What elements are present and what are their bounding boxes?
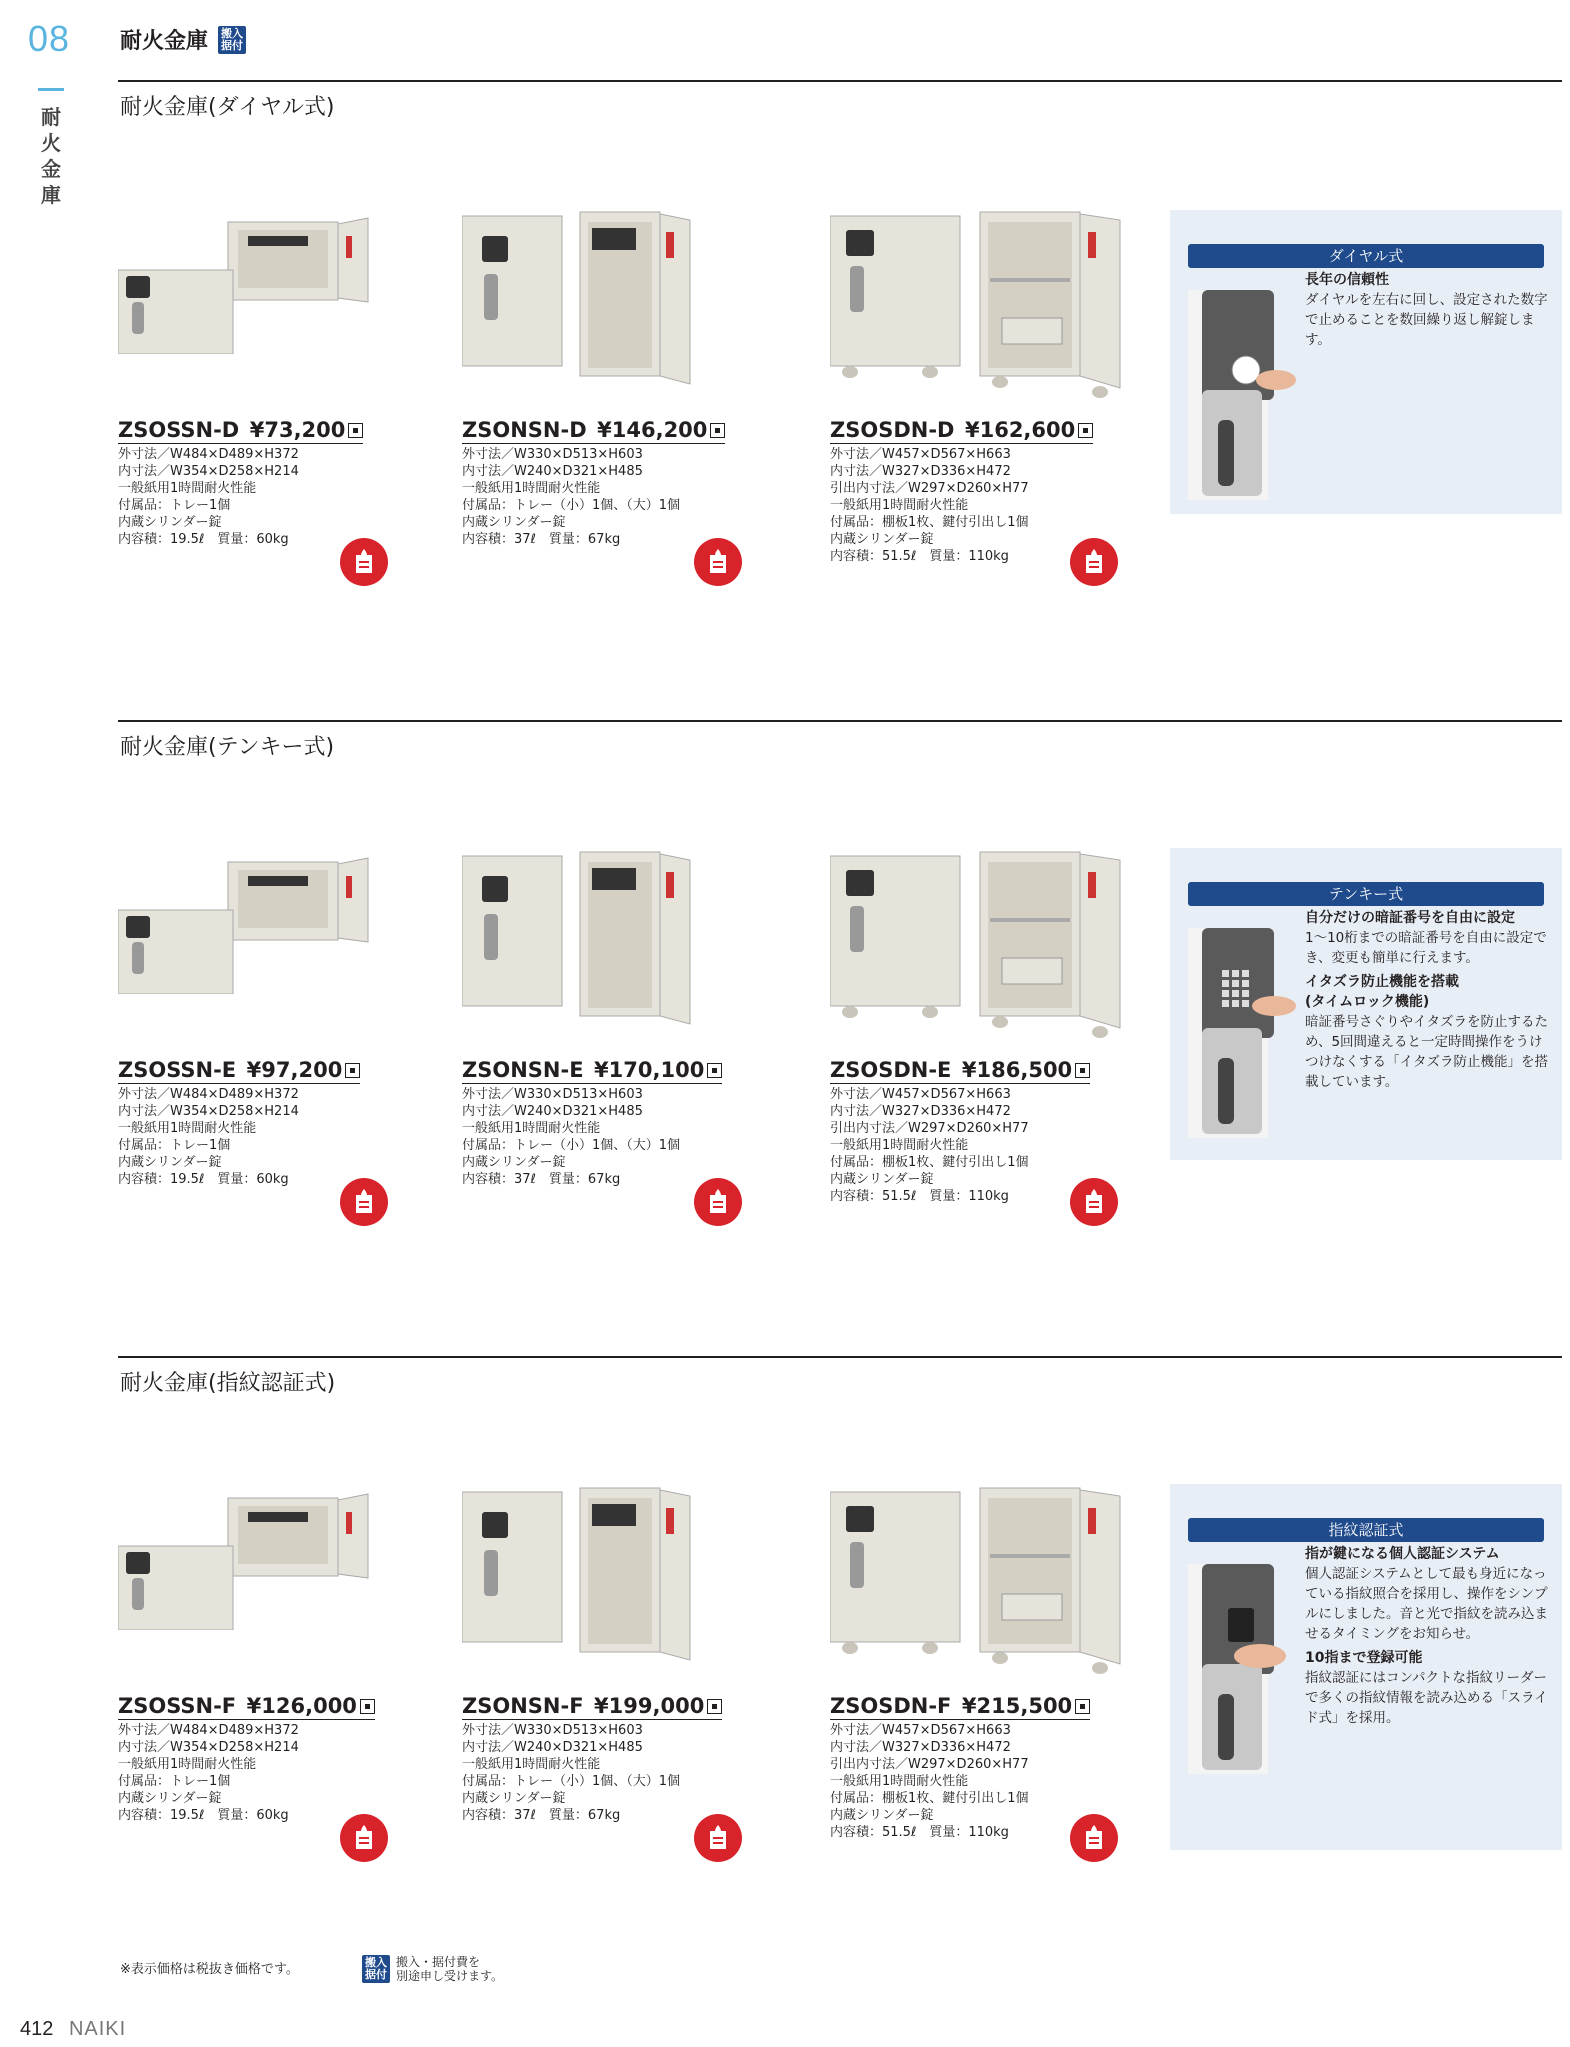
- spec-line: 内寸法／W240×D321×H485: [462, 464, 643, 479]
- product-specs: [118, 1086, 448, 1188]
- tall-safe-illustration: [462, 1484, 702, 1684]
- product-images: [462, 1484, 792, 1694]
- delivery-mark-icon: [710, 423, 725, 438]
- product-model: ZSOSSN-D: [118, 418, 240, 442]
- small-safe-illustration: [118, 1490, 398, 1630]
- product-name-price: [462, 1694, 722, 1720]
- chapter-char: 庫: [41, 183, 61, 207]
- feature-panel: [1170, 848, 1562, 1160]
- product-card: [462, 1484, 792, 1824]
- chapter-number: 08: [28, 18, 71, 59]
- fire-resistant-icon: [694, 538, 742, 586]
- spec-line: 付属品：トレー（小）1個、（大）1個: [462, 1774, 681, 1789]
- product-price: ¥162,600: [964, 418, 1076, 442]
- large-safe-illustration: [830, 1484, 1140, 1684]
- large-safe-illustration: [830, 208, 1140, 408]
- product-name-price: [830, 1058, 1090, 1084]
- spec-line: 内蔵シリンダー錠: [118, 515, 222, 530]
- spec-line: 一般紙用1時間耐火性能: [830, 1774, 969, 1789]
- spec-line: 内容積：19.5ℓ 質量：60kg: [118, 532, 289, 547]
- spec-line: 付属品：トレー1個: [118, 1774, 231, 1789]
- spec-line: 外寸法／W457×D567×H663: [830, 1087, 1011, 1102]
- fire-resistant-icon: [1070, 1178, 1118, 1226]
- section-divider: [118, 1356, 1562, 1358]
- product-model: ZSOSSN-E: [118, 1058, 237, 1082]
- product-specs: [462, 1722, 792, 1824]
- badge-line: 据付: [365, 1968, 387, 1981]
- lock-device-illustration: [1188, 270, 1303, 500]
- product-model: ZSOSDN-E: [830, 1058, 952, 1082]
- spec-line: 付属品：トレー（小）1個、（大）1個: [462, 498, 681, 513]
- page-number: 412: [20, 2018, 54, 2040]
- fire-resistant-icon: [1070, 1814, 1118, 1862]
- feature-device: [1188, 270, 1303, 504]
- product-price: ¥73,200: [249, 418, 346, 442]
- feature-heading: 長年の信頼性: [1305, 272, 1389, 288]
- section-title: 耐火金庫(ダイヤル式): [120, 95, 335, 120]
- page-title: [120, 24, 246, 55]
- section-divider: [118, 80, 1562, 82]
- spec-line: 付属品：棚板1枚、鍵付引出し1個: [830, 1791, 1029, 1806]
- spec-line: 外寸法／W330×D513×H603: [462, 1087, 643, 1102]
- product-price: ¥170,100: [594, 1058, 705, 1082]
- spec-line: 内寸法／W354×D258×H214: [118, 464, 299, 479]
- spec-line: 内容積：19.5ℓ 質量：60kg: [118, 1808, 289, 1823]
- feature-panel: [1170, 210, 1562, 514]
- spec-line: 外寸法／W330×D513×H603: [462, 1723, 643, 1738]
- product-card: [118, 208, 448, 548]
- fire-resistant-icon-glyph: [701, 1821, 735, 1855]
- product-card: [830, 848, 1160, 1205]
- product-price: ¥199,000: [594, 1694, 705, 1718]
- delivery-mark-icon: [1075, 1699, 1090, 1714]
- spec-line: 内容積：37ℓ 質量：67kg: [462, 1172, 621, 1187]
- product-specs: [462, 446, 792, 548]
- spec-line: 引出内寸法／W297×D260×H77: [830, 1121, 1029, 1136]
- delivery-mark-icon: [1075, 1063, 1090, 1078]
- product-name-price: [118, 418, 363, 444]
- page-title-text: 耐火金庫: [120, 29, 209, 54]
- product-images: [118, 1484, 448, 1694]
- spec-line: 内寸法／W354×D258×H214: [118, 1740, 299, 1755]
- spec-line: 付属品：棚板1枚、鍵付引出し1個: [830, 1155, 1029, 1170]
- spec-line: 引出内寸法／W297×D260×H77: [830, 1757, 1029, 1772]
- product-card: [830, 1484, 1160, 1841]
- spec-line: 付属品：トレー1個: [118, 498, 231, 513]
- feature-heading: 10指まで登録可能: [1305, 1650, 1423, 1666]
- spec-line: 一般紙用1時間耐火性能: [830, 1138, 969, 1153]
- large-safe-illustration: [830, 848, 1140, 1048]
- feature-heading: 自分だけの暗証番号を自由に設定: [1305, 910, 1515, 926]
- feature-text: [1305, 270, 1552, 350]
- spec-line: 外寸法／W457×D567×H663: [830, 447, 1011, 462]
- spec-line: 引出内寸法／W297×D260×H77: [830, 481, 1029, 496]
- feature-body: 暗証番号さぐりやイタズラを防止するため、5回間違えると一定時間操作をうけつけなくする「イタズラ防止機能」を搭載しています。: [1305, 1014, 1548, 1090]
- spec-line: 内容積：37ℓ 質量：67kg: [462, 1808, 621, 1823]
- tall-safe-illustration: [462, 208, 702, 408]
- product-card: [462, 848, 792, 1188]
- tall-safe-illustration: [462, 848, 702, 1048]
- spec-line: 内蔵シリンダー錠: [830, 1172, 934, 1187]
- chapter-vertical-title: [36, 104, 66, 208]
- product-model: ZSONSN-D: [462, 418, 587, 442]
- chapter-char: 金: [41, 157, 61, 181]
- product-images: [830, 1484, 1160, 1694]
- feature-body: 指紋認証にはコンパクトな指紋リーダーで多くの指紋情報を読み込める「スライド式」を採用。: [1305, 1670, 1548, 1726]
- spec-line: 一般紙用1時間耐火性能: [462, 1121, 601, 1136]
- small-safe-illustration: [118, 854, 398, 994]
- spec-line: 外寸法／W457×D567×H663: [830, 1723, 1011, 1738]
- feature-label-band: 指紋認証式: [1188, 1518, 1544, 1542]
- feature-device: [1188, 908, 1303, 1142]
- spec-line: 外寸法／W484×D489×H372: [118, 1087, 299, 1102]
- spec-line: 外寸法／W484×D489×H372: [118, 447, 299, 462]
- section-divider: [118, 720, 1562, 722]
- footnote-line: 搬入・据付費を: [396, 1955, 481, 1969]
- feature-body: ダイヤルを左右に回し、設定された数字で止めることを数回繰り返し解錠します。: [1305, 292, 1548, 348]
- spec-line: 内容積：51.5ℓ 質量：110kg: [830, 1825, 1009, 1840]
- fire-resistant-icon: [340, 1178, 388, 1226]
- product-model: ZSOSDN-F: [830, 1694, 952, 1718]
- fire-resistant-icon-glyph: [1077, 1821, 1111, 1855]
- spec-line: 内寸法／W240×D321×H485: [462, 1104, 643, 1119]
- spec-line: 一般紙用1時間耐火性能: [118, 1121, 257, 1136]
- product-specs: [462, 1086, 792, 1188]
- spec-line: 内容積：51.5ℓ 質量：110kg: [830, 549, 1009, 564]
- spec-line: 一般紙用1時間耐火性能: [118, 1757, 257, 1772]
- delivery-mark-icon: [707, 1699, 722, 1714]
- product-images: [462, 208, 792, 418]
- delivery-mark-icon: [707, 1063, 722, 1078]
- tax-footnote: ※表示価格は税抜き価格です。: [120, 1962, 299, 1977]
- product-images: [830, 848, 1160, 1058]
- fire-resistant-icon: [1070, 538, 1118, 586]
- spec-line: 外寸法／W484×D489×H372: [118, 1723, 299, 1738]
- product-model: ZSONSN-E: [462, 1058, 584, 1082]
- delivery-badge: [218, 26, 246, 54]
- spec-line: 内容積：51.5ℓ 質量：110kg: [830, 1189, 1009, 1204]
- delivery-badge-small: [362, 1955, 390, 1983]
- feature-text: [1305, 908, 1552, 1092]
- product-price: ¥97,200: [246, 1058, 343, 1082]
- delivery-footnote-text: [396, 1955, 503, 1983]
- product-model: ZSOSDN-D: [830, 418, 955, 442]
- product-specs: [118, 1722, 448, 1824]
- chapter-char: 耐: [41, 105, 61, 129]
- feature-panel: [1170, 1484, 1562, 1850]
- product-price: ¥186,500: [961, 1058, 1073, 1082]
- fire-resistant-icon-glyph: [347, 1185, 381, 1219]
- product-card: [118, 848, 448, 1188]
- delivery-mark-icon: [1078, 423, 1093, 438]
- product-model: ZSOSSN-F: [118, 1694, 237, 1718]
- spec-line: 内寸法／W240×D321×H485: [462, 1740, 643, 1755]
- product-card: [462, 208, 792, 548]
- spec-line: 内寸法／W327×D336×H472: [830, 1740, 1011, 1755]
- feature-label-band: テンキー式: [1188, 882, 1544, 906]
- spec-line: 内蔵シリンダー錠: [118, 1155, 222, 1170]
- fire-resistant-icon: [694, 1178, 742, 1226]
- product-price: ¥146,200: [597, 418, 708, 442]
- spec-line: 内寸法／W327×D336×H472: [830, 1104, 1011, 1119]
- product-images: [118, 208, 448, 418]
- chapter-char: 火: [41, 131, 61, 155]
- feature-body: 個人認証システムとして最も身近になっている指紋照合を採用し、操作をシンプルにしました。音と光で指紋を読み込ませるタイミングをお知らせ。: [1305, 1566, 1548, 1642]
- spec-line: 内蔵シリンダー錠: [118, 1791, 222, 1806]
- product-specs: [118, 446, 448, 548]
- badge-line: 搬入: [221, 26, 244, 40]
- delivery-footnote: [362, 1955, 503, 1983]
- product-name-price: [118, 1058, 360, 1084]
- product-images: [462, 848, 792, 1058]
- lock-device-illustration: [1188, 908, 1303, 1138]
- spec-line: 付属品：トレー（小）1個、（大）1個: [462, 1138, 681, 1153]
- spec-line: 内蔵シリンダー錠: [462, 1791, 566, 1806]
- product-card: [830, 208, 1160, 565]
- lock-device-illustration: [1188, 1544, 1303, 1774]
- product-model: ZSONSN-F: [462, 1694, 584, 1718]
- spec-line: 外寸法／W330×D513×H603: [462, 447, 643, 462]
- small-safe-illustration: [118, 214, 398, 354]
- brand-name: NAIKI: [68, 2018, 127, 2040]
- footnote-line: 別途申し受けます。: [396, 1969, 504, 1983]
- fire-resistant-icon-glyph: [1077, 545, 1111, 579]
- fire-resistant-icon: [694, 1814, 742, 1862]
- feature-body: 1～10桁までの暗証番号を自由に設定でき、変更も簡単に行えます。: [1305, 930, 1547, 966]
- fire-resistant-icon: [340, 1814, 388, 1862]
- product-images: [830, 208, 1160, 418]
- feature-device: [1188, 1544, 1303, 1778]
- fire-resistant-icon-glyph: [1077, 1185, 1111, 1219]
- spec-line: 内寸法／W354×D258×H214: [118, 1104, 299, 1119]
- spec-line: 一般紙用1時間耐火性能: [462, 1757, 601, 1772]
- feature-heading: 指が鍵になる個人認証システム: [1305, 1546, 1500, 1562]
- product-price: ¥126,000: [246, 1694, 357, 1718]
- spec-line: 内蔵シリンダー錠: [462, 515, 566, 530]
- badge-line: 搬入: [365, 1956, 387, 1969]
- feature-heading: (タイムロック機能): [1305, 994, 1430, 1010]
- fire-resistant-icon: [340, 538, 388, 586]
- spec-line: 内容積：19.5ℓ 質量：60kg: [118, 1172, 289, 1187]
- fire-resistant-icon-glyph: [701, 1185, 735, 1219]
- spec-line: 内寸法／W327×D336×H472: [830, 464, 1011, 479]
- spec-line: 一般紙用1時間耐火性能: [830, 498, 969, 513]
- feature-text: [1305, 1544, 1552, 1728]
- spec-line: 内蔵シリンダー錠: [462, 1155, 566, 1170]
- product-price: ¥215,500: [961, 1694, 1073, 1718]
- product-name-price: [118, 1694, 375, 1720]
- delivery-mark-icon: [360, 1699, 375, 1714]
- product-name-price: [462, 418, 725, 444]
- section-title: 耐火金庫(指紋認証式): [120, 1371, 336, 1396]
- product-name-price: [462, 1058, 722, 1084]
- feature-heading: イタズラ防止機能を搭載: [1305, 974, 1459, 990]
- product-name-price: [830, 1694, 1090, 1720]
- delivery-mark-icon: [345, 1063, 360, 1078]
- spec-line: 一般紙用1時間耐火性能: [118, 481, 257, 496]
- chapter-divider: [38, 88, 64, 91]
- spec-line: 付属品：棚板1枚、鍵付引出し1個: [830, 515, 1029, 530]
- product-images: [118, 848, 448, 1058]
- product-card: [118, 1484, 448, 1824]
- spec-line: 付属品：トレー1個: [118, 1138, 231, 1153]
- delivery-mark-icon: [348, 423, 363, 438]
- spec-line: 内蔵シリンダー錠: [830, 1808, 934, 1823]
- feature-label-band: ダイヤル式: [1188, 244, 1544, 268]
- section-title: 耐火金庫(テンキー式): [120, 735, 335, 760]
- fire-resistant-icon-glyph: [347, 1821, 381, 1855]
- fire-resistant-icon-glyph: [701, 545, 735, 579]
- fire-resistant-icon-glyph: [347, 545, 381, 579]
- spec-line: 内蔵シリンダー錠: [830, 532, 934, 547]
- badge-line: 据付: [221, 38, 244, 52]
- page-footer: [20, 2018, 126, 2041]
- spec-line: 内容積：37ℓ 質量：67kg: [462, 532, 621, 547]
- product-name-price: [830, 418, 1093, 444]
- spec-line: 一般紙用1時間耐火性能: [462, 481, 601, 496]
